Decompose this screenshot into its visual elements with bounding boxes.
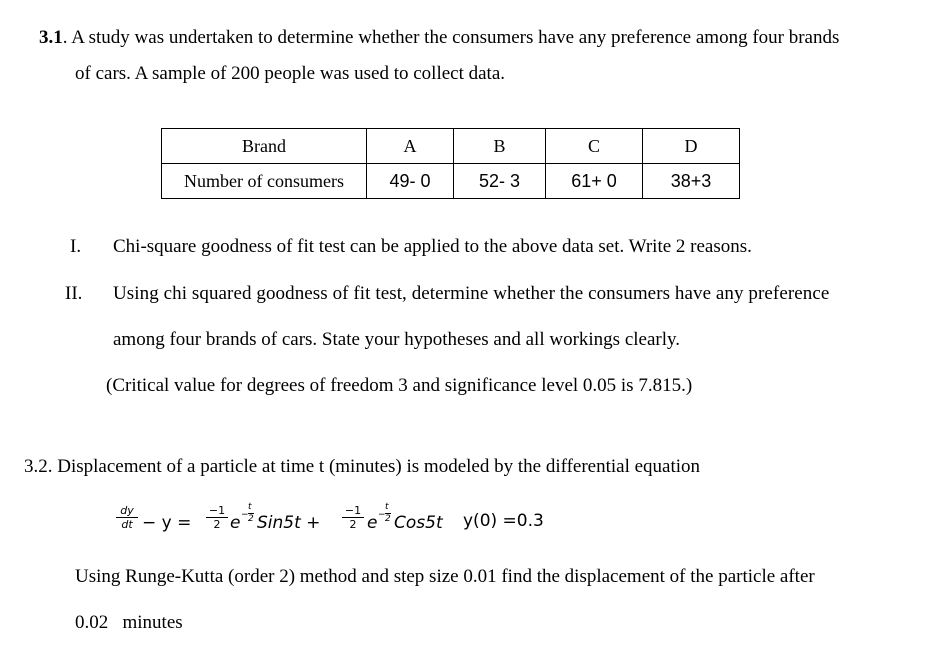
brand-table: [161, 128, 740, 199]
part-2-line2: among four brands of cars. State your hypotheses and all workings clearly.: [113, 329, 681, 350]
exponent-minus-1: −: [241, 510, 249, 520]
dy: dy: [120, 504, 134, 517]
part-2-numeral: II.: [65, 283, 83, 304]
sin-term: Sin5t +: [257, 513, 321, 533]
exponent-minus-2: −: [378, 510, 386, 520]
differential-equation: [114, 500, 614, 550]
q31-line1: [39, 27, 839, 49]
critical-value-note: (Critical value for degrees of freedom 3 and significance level 0.05 is 7.815.): [106, 375, 693, 396]
table-row: [162, 164, 740, 199]
dt: dt: [116, 517, 138, 531]
q31-text-line2: of cars. A sample of 200 people was used to collect data.: [75, 63, 506, 84]
table-value-d: 38+3: [643, 164, 740, 199]
initial-condition: y(0) =0.3: [463, 511, 544, 531]
table-row: [162, 129, 740, 164]
neg-one: −1: [208, 504, 226, 517]
neg-half-fraction-2: [342, 504, 364, 531]
dy-dt-fraction: [116, 504, 138, 531]
table-row-label: Number of consumers: [162, 164, 367, 199]
cos-term: Cos5t: [394, 513, 443, 533]
two: 2: [206, 517, 228, 531]
exponent-den-1: 2: [248, 514, 254, 524]
two: 2: [342, 517, 364, 531]
table-header-brand: Brand: [162, 129, 367, 164]
exponent-t-2: t: [385, 502, 389, 512]
neg-one: −1: [344, 504, 362, 517]
q31-text-line1: . A study was undertaken to determine whether the consumers have any preference among four brands: [62, 27, 840, 48]
neg-half-fraction-1: [206, 504, 228, 531]
q32-intro: 3.2. Displacement of a particle at time t (minutes) is modeled by the differential equation: [24, 456, 701, 477]
table-col-c: C: [546, 129, 643, 164]
exponent-t-1: t: [248, 502, 252, 512]
table-col-d: D: [643, 129, 740, 164]
q32-task-line1: Using Runge-Kutta (order 2) method and step size 0.01 find the displacement of the particle after: [75, 566, 815, 587]
q31-number: 3.1: [39, 27, 63, 48]
table-col-b: B: [454, 129, 546, 164]
exponent-den-2: 2: [385, 514, 391, 524]
table-col-a: A: [367, 129, 454, 164]
minus-y-equals: − y =: [142, 513, 192, 533]
part-1-text: Chi-square goodness of fit test can be applied to the above data set. Write 2 reasons.: [113, 236, 752, 257]
q32-task-line2: 0.02 minutes: [75, 612, 183, 633]
table-value-c: 61+ 0: [546, 164, 643, 199]
e-symbol-2: e: [367, 513, 378, 533]
e-symbol-1: e: [230, 513, 241, 533]
part-1-numeral: I.: [70, 236, 82, 257]
table-value-a: 49- 0: [367, 164, 454, 199]
table-value-b: 52- 3: [454, 164, 546, 199]
part-2-text: Using chi squared goodness of fit test, determine whether the consumers have any preference: [113, 283, 830, 304]
